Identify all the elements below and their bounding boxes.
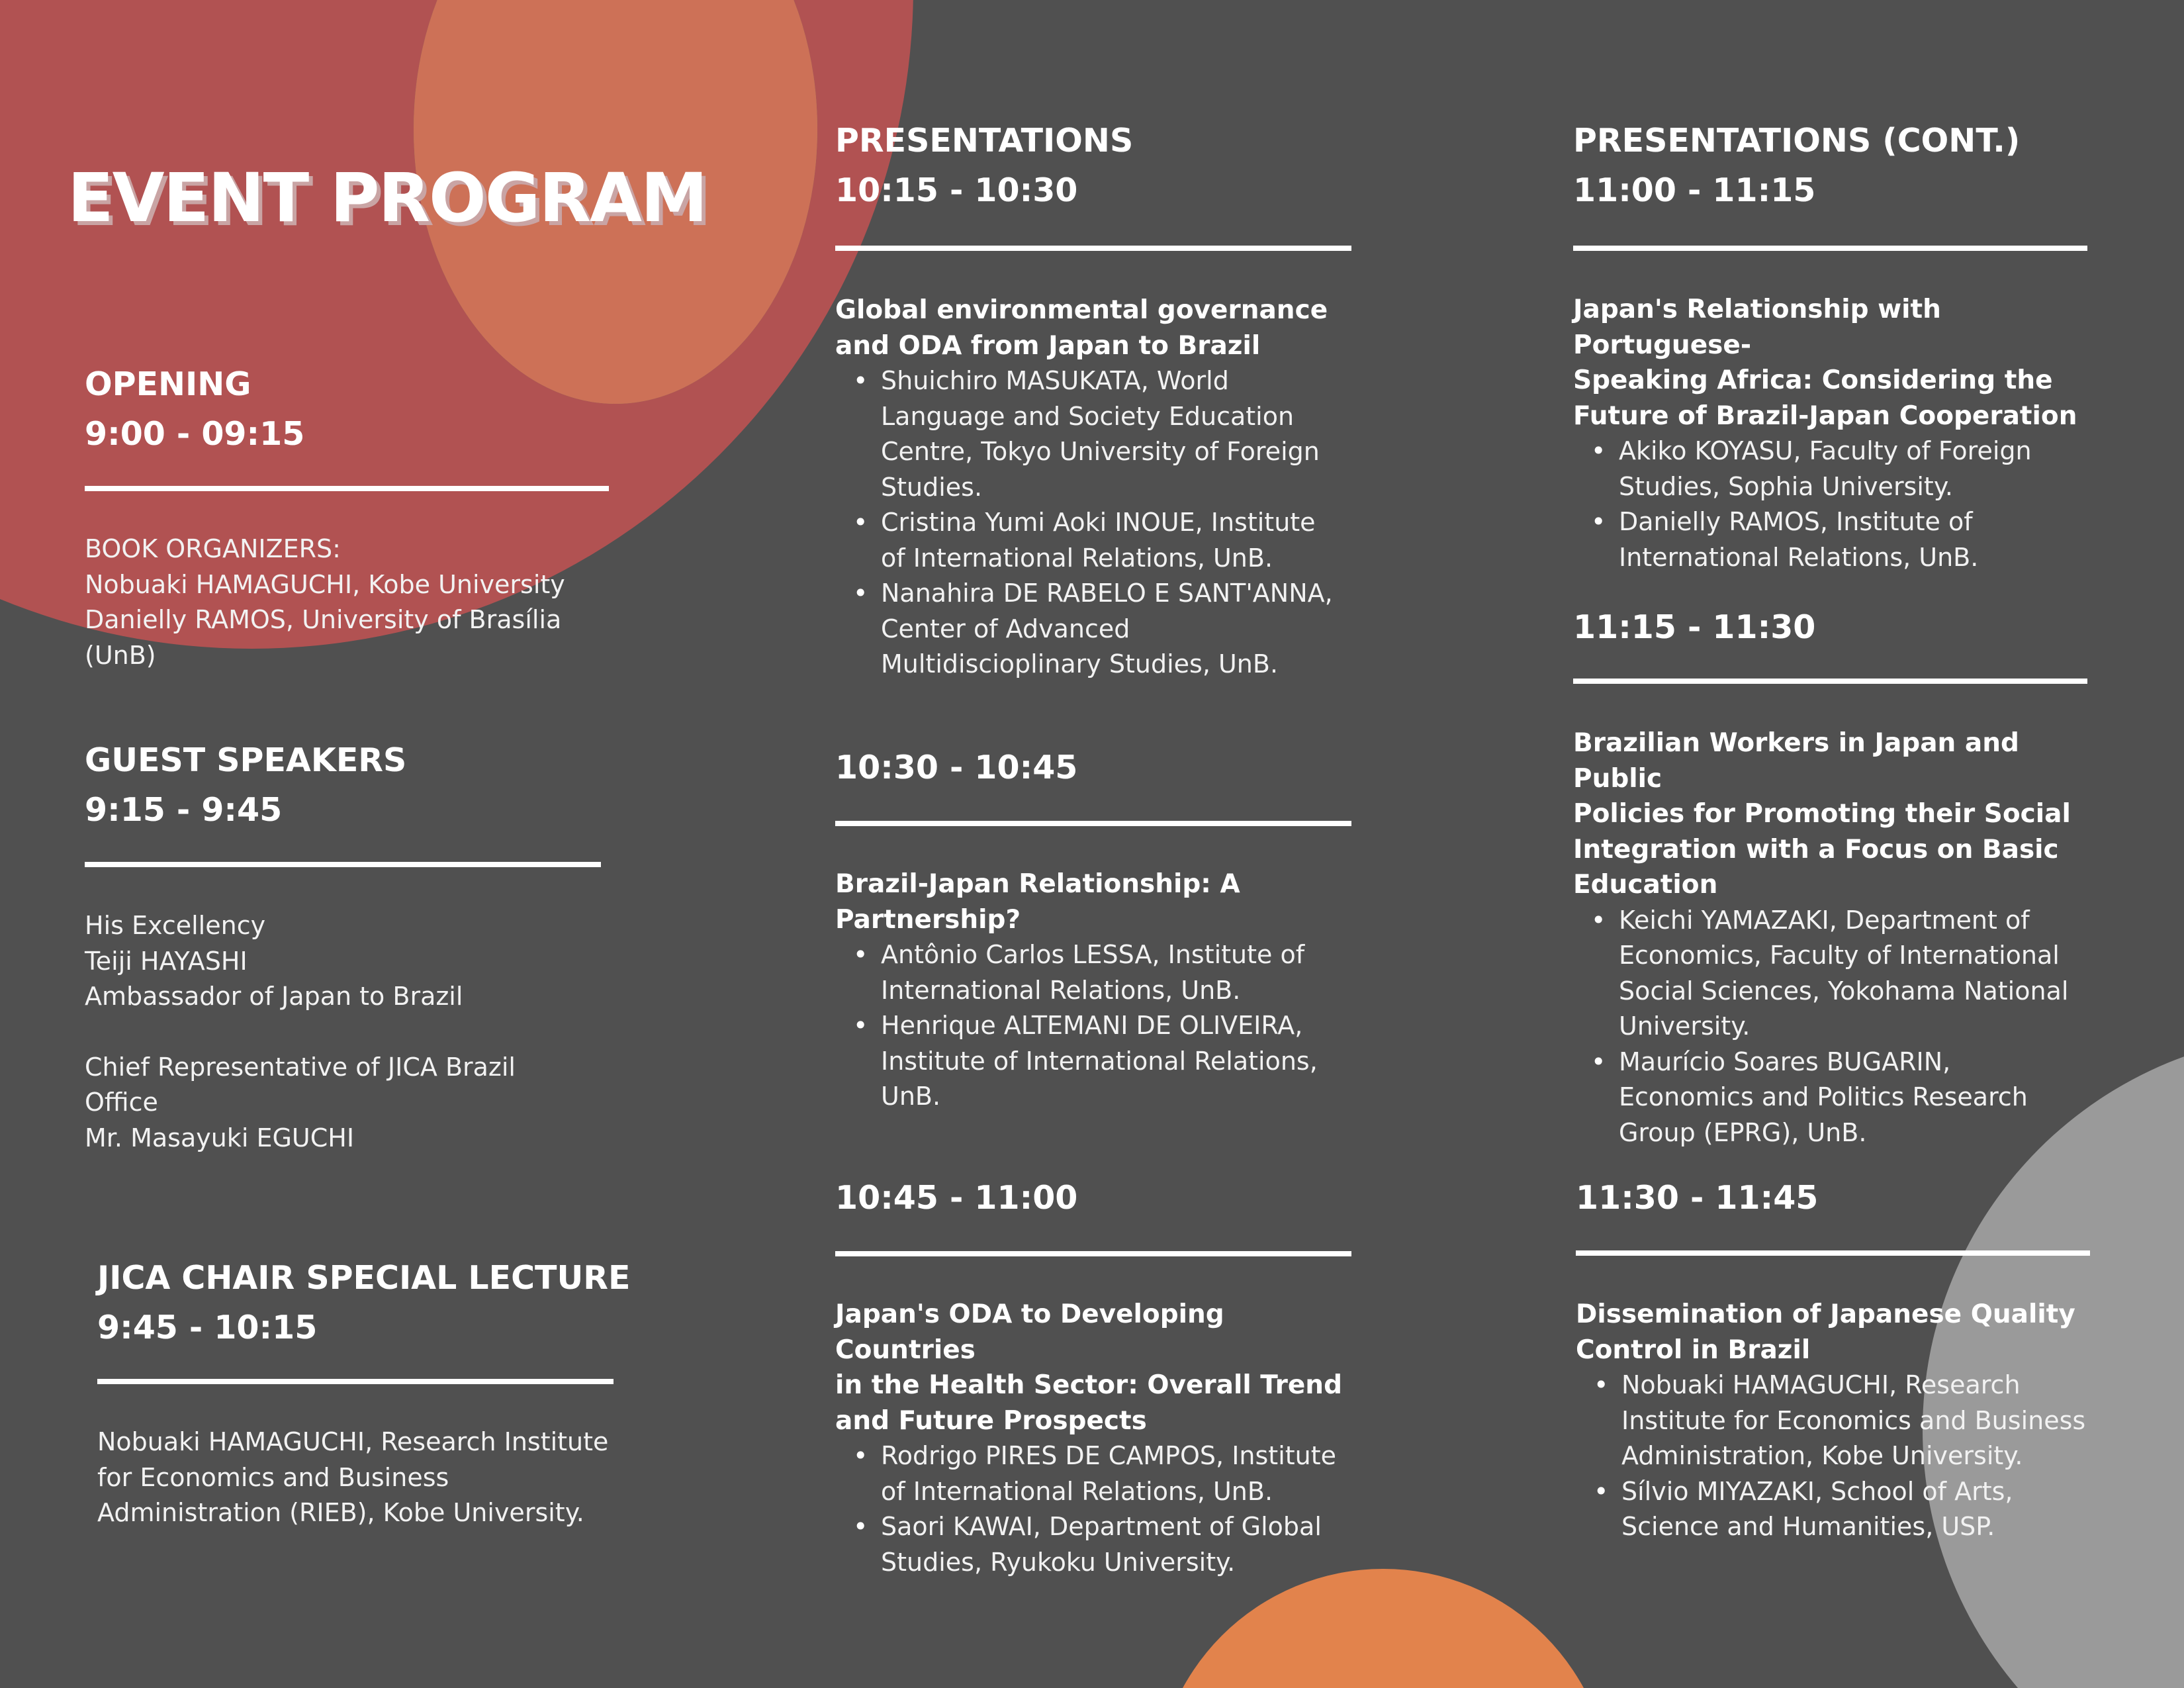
presentations-cont-header [1573, 116, 2020, 215]
speaker-line: • Danielly RAMOS, Institute of [1619, 507, 1973, 536]
speaker-list [835, 937, 1365, 1115]
speaker-line: Centre, Tokyo University of Foreign [881, 437, 1320, 466]
session-title: Education [1573, 870, 1718, 900]
organizers-line: Nobuaki HAMAGUCHI, Kobe University [85, 569, 565, 599]
session-block [1573, 292, 2116, 575]
session-time: 11:15 - 11:30 [1573, 608, 1816, 646]
guest-speakers-list [85, 908, 614, 1156]
jica-lecture-heading: JICA CHAIR SPECIAL LECTURE [97, 1259, 631, 1297]
speaker-item [881, 363, 1365, 505]
session-title: Dissemination of Japanese Quality [1576, 1299, 2075, 1329]
session-block [1573, 726, 2116, 1150]
opening-divider [85, 486, 609, 491]
speaker-item [881, 576, 1365, 682]
jica-lecture-section [97, 1253, 630, 1352]
speaker-line: of International Relations, UnB. [881, 543, 1273, 573]
session-time: 10:15 - 10:30 [835, 171, 1078, 209]
speaker-item [1619, 504, 2116, 575]
speaker-item [1619, 1045, 2116, 1151]
speaker-line: • Cristina Yumi Aoki INOUE, Institute [881, 508, 1316, 537]
speaker-line: • Nobuaki HAMAGUCHI, Research [1621, 1370, 2021, 1399]
speaker-list [1573, 434, 2116, 575]
speaker-line: Language and Society Education [881, 401, 1295, 431]
speaker-item [881, 1438, 1365, 1509]
session-title: Integration with a Focus on Basic [1573, 834, 2059, 865]
jica-line: Nobuaki HAMAGUCHI, Research Institute [97, 1427, 609, 1456]
session-title: Policies for Promoting their Social [1573, 799, 2071, 829]
session-block [835, 1297, 1365, 1580]
presentations-header [835, 116, 1133, 215]
session-divider [835, 246, 1351, 251]
speaker-line: • Akiko KOYASU, Faculty of Foreign [1619, 436, 2032, 465]
speaker-line: UnB. [881, 1082, 941, 1111]
session-time: 10:30 - 10:45 [835, 749, 1078, 786]
session-title: Speaking Africa: Considering the [1573, 365, 2053, 395]
session-block [1576, 1297, 2118, 1545]
organizers-line: (UnB) [85, 640, 156, 670]
session-title: and ODA from Japan to Brazil [835, 330, 1261, 361]
session-title: Partnership? [835, 904, 1021, 935]
speaker-list [835, 363, 1365, 682]
jica-lecture-speaker [97, 1425, 627, 1531]
speaker-line: • Sílvio MIYAZAKI, School of Arts, [1621, 1476, 2013, 1506]
speaker-item [1621, 1474, 2118, 1545]
guest-speakers-divider [85, 862, 601, 867]
guest-line: Office [85, 1088, 158, 1117]
session-divider [835, 821, 1351, 826]
organizers-line: Danielly RAMOS, University of Brasília [85, 605, 562, 634]
guest-line: Chief Representative of JICA Brazil [85, 1052, 516, 1082]
session-divider [1576, 1250, 2090, 1256]
guest-speakers-section [85, 735, 406, 835]
speaker-line: • Antônio Carlos LESSA, Institute of [881, 940, 1305, 969]
speaker-item [1621, 1368, 2118, 1474]
speaker-item [881, 937, 1365, 1008]
presentations-heading: PRESENTATIONS [835, 122, 1134, 160]
speaker-line: of International Relations, UnB. [881, 1476, 1273, 1506]
session-title: Brazilian Workers in Japan and Public [1573, 728, 2019, 794]
session-title: Control in Brazil [1576, 1335, 1811, 1365]
session-time: 11:30 - 11:45 [1576, 1179, 1819, 1217]
speaker-item [881, 505, 1365, 576]
session-title: Japan's Relationship with Portuguese- [1573, 295, 1941, 360]
opening-time: 9:00 - 09:15 [85, 415, 305, 453]
opening-heading: OPENING [85, 365, 251, 403]
session-time: 10:45 - 11:00 [835, 1179, 1078, 1217]
session-title: and Future Prospects [835, 1405, 1147, 1436]
speaker-line: Studies. [881, 472, 983, 502]
speaker-list [1573, 903, 2116, 1151]
speaker-line: Science and Humanities, USP. [1621, 1512, 1995, 1541]
speaker-line: • Rodrigo PIRES DE CAMPOS, Institute [881, 1441, 1337, 1470]
speaker-line: University. [1619, 1011, 1751, 1041]
jica-lecture-time: 9:45 - 10:15 [97, 1309, 318, 1346]
speaker-line: Studies, Ryukoku University. [881, 1547, 1236, 1577]
jica-line: Administration (RIEB), Kobe University. [97, 1498, 584, 1527]
speaker-line: Institute for Economics and Business [1621, 1405, 2086, 1435]
guest-speakers-time: 9:15 - 9:45 [85, 791, 283, 829]
presentations-cont-heading: PRESENTATIONS (CONT.) [1573, 122, 2021, 160]
opening-section [85, 359, 304, 459]
speaker-line: • Maurício Soares BUGARIN, [1619, 1047, 1951, 1076]
speaker-line: International Relations, UnB. [1619, 542, 1979, 572]
session-block [835, 867, 1365, 1115]
guest-line: Mr. Masayuki EGUCHI [85, 1123, 355, 1152]
session-time: 11:00 - 11:15 [1573, 171, 1816, 209]
speaker-line: Economics, Faculty of International [1619, 941, 2060, 970]
jica-line: for Economics and Business [97, 1462, 449, 1492]
session-title: Japan's ODA to Developing Countries [835, 1299, 1224, 1365]
session-divider [1573, 679, 2087, 684]
speaker-line: Administration, Kobe University. [1621, 1441, 2023, 1470]
speaker-item [881, 1008, 1365, 1115]
speaker-line: International Relations, UnB. [881, 975, 1241, 1005]
speaker-item [881, 1509, 1365, 1580]
page-title: EVENT PROGRAM [68, 159, 707, 238]
session-divider [1573, 246, 2087, 251]
speaker-line: • Shuichiro MASUKATA, World [881, 366, 1229, 395]
speaker-line: Social Sciences, Yokohama National [1619, 976, 2069, 1006]
orange-circle-decoration [1155, 1569, 1612, 1688]
guest-line: Ambassador of Japan to Brazil [85, 982, 463, 1011]
jica-lecture-divider [97, 1379, 614, 1384]
session-title: Brazil-Japan Relationship: A [835, 869, 1240, 899]
speaker-item [1619, 434, 2116, 504]
guest-line: His Excellency [85, 911, 266, 940]
opening-organizers [85, 532, 614, 673]
speaker-line: Economics and Politics Research [1619, 1082, 2028, 1111]
session-title: Future of Brazil-Japan Cooperation [1573, 400, 2077, 431]
speaker-line: Center of Advanced [881, 614, 1130, 643]
speaker-line: • Saori KAWAI, Department of Global [881, 1512, 1322, 1541]
speaker-line: • Henrique ALTEMANI DE OLIVEIRA, [881, 1011, 1303, 1040]
session-block [835, 293, 1365, 682]
speaker-line: Group (EPRG), UnB. [1619, 1117, 1867, 1147]
speaker-line: Institute of International Relations, [881, 1046, 1318, 1076]
speaker-line: Multidiscioplinary Studies, UnB. [881, 649, 1279, 679]
session-title: Global environmental governance [835, 295, 1328, 325]
guest-speakers-heading: GUEST SPEAKERS [85, 741, 407, 779]
speaker-list [1576, 1368, 2118, 1545]
session-title: in the Health Sector: Overall Trend [835, 1370, 1342, 1400]
speaker-line: • Nanahira DE RABELO E SANT'ANNA, [881, 579, 1333, 608]
session-divider [835, 1251, 1351, 1256]
organizers-line: BOOK ORGANIZERS: [85, 534, 341, 563]
guest-line: Teiji HAYASHI [85, 946, 248, 976]
speaker-line: • Keichi YAMAZAKI, Department of [1619, 905, 2030, 935]
speaker-list [835, 1438, 1365, 1580]
speaker-item [1619, 903, 2116, 1045]
speaker-line: Studies, Sophia University. [1619, 471, 1953, 501]
